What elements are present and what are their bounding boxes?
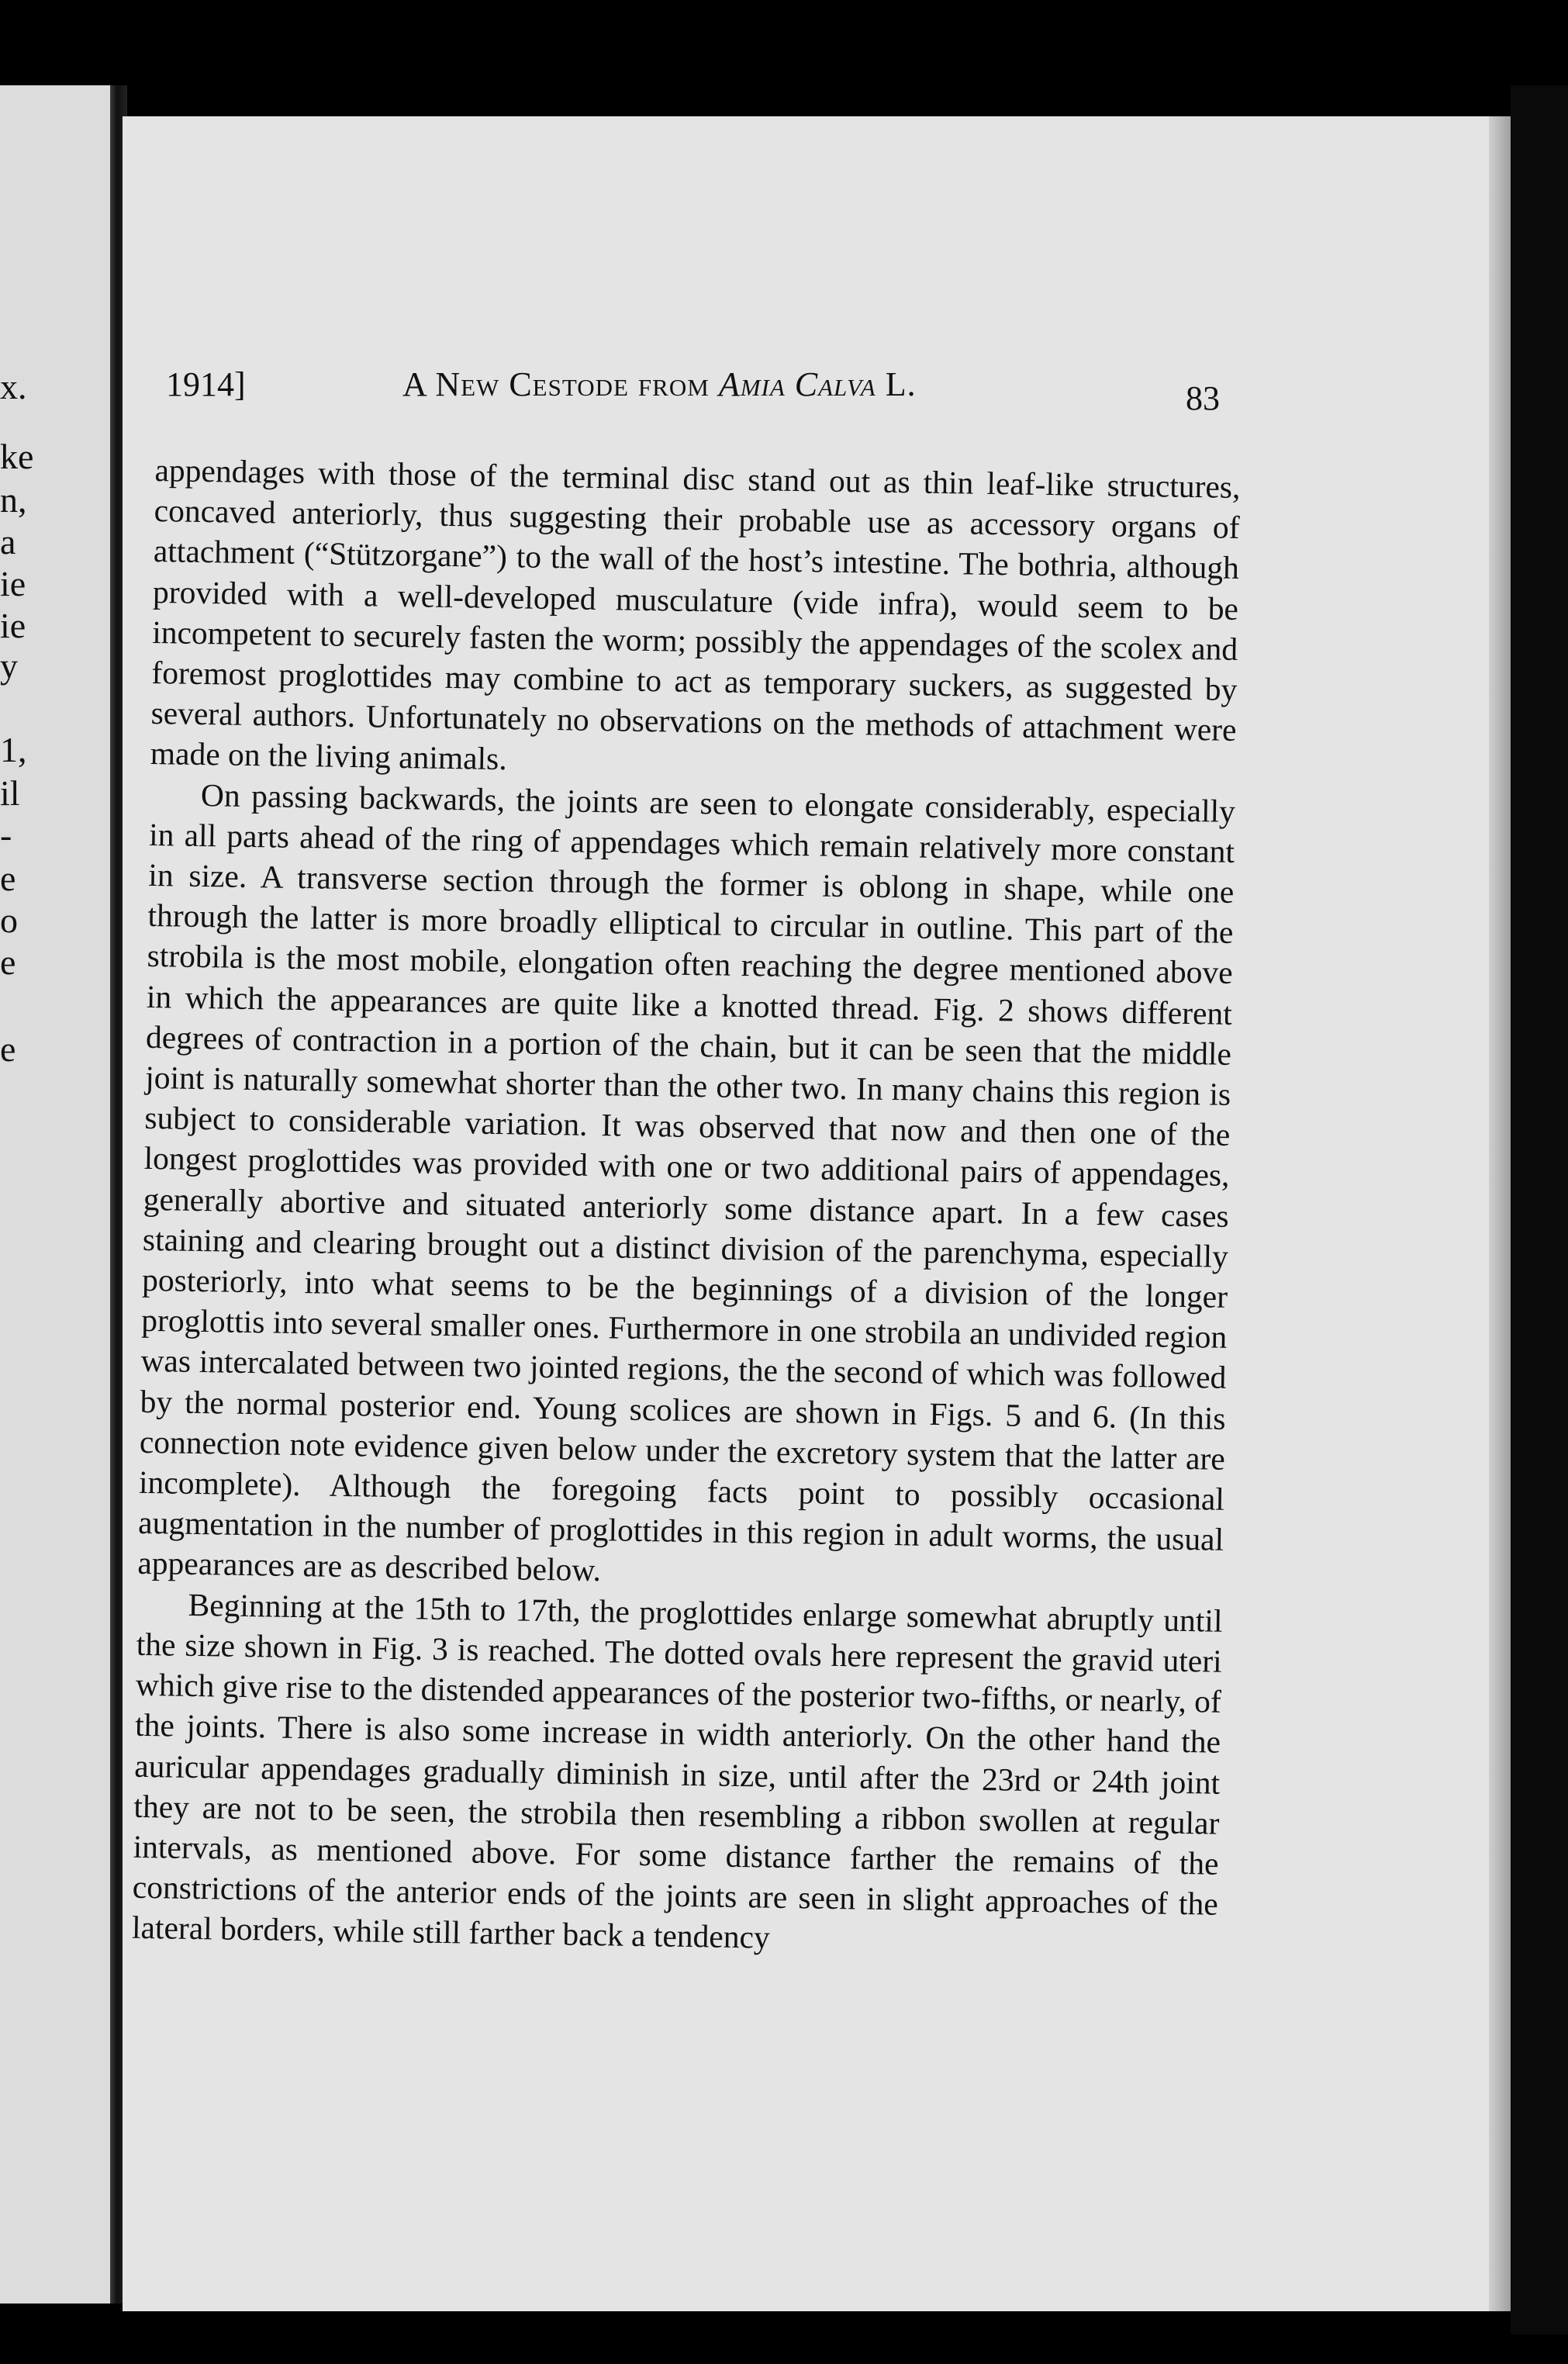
edge-fragment: - [0,815,12,855]
edge-fragment: n, [0,480,27,520]
edge-fragment: y [0,646,18,686]
body-text [132,450,1241,1965]
page-number: 83 [1186,379,1220,417]
edge-fragment: 1, [0,730,27,769]
edge-fragment: e [0,1029,16,1069]
edge-fragment: a [0,522,16,562]
edge-fragment: il [0,773,20,813]
edge-fragment: e [0,859,16,898]
header-title-suffix: L. [876,365,917,403]
paragraph: On passing backwards, the joints are seen to elongate considerably, especially in all parts ahead of the ring of appendages which remain relatively more constant in size. A transverse section through the former is oblong in shape, while one through the latter is more broadly elliptical to circular in outline. This part of the strobila is the most mobile, elongation often reaching the degree mentioned above in which the appearances are quite like a knotted thread. Fig. 2 shows different degrees of contraction in a portion of the chain, but it can be seen that the middle joint is naturally somewhat shorter than the other two. In many chains this region is subject to considerable variation. It was observed that now and then one of the longest proglottides was provided with one or two additional pairs of appendages, generally abortive and situated anteriorly some distance apart. In a few cases staining and clearing brought out a distinct division of the parenchyma, especially posteriorly, into what seems to be the beginnings of a division of the longer proglottis into several smaller ones. Furthermore in one strobila an undivided region was intercalated between two jointed regions, the the second of which was followed by the normal posterior end. Young scolices are shown in Figs. 5 and 6. (In this connection note evidence given below under the excretory system that the latter are incomplete). Although the foregoing facts point to possibly occasional augmentation in the number of proglottides in this region in adult worms, the usual appearances are as described below. [137,776,1236,1588]
edge-fragment: x. [0,367,27,406]
header-title-species: Amia Calva [718,365,876,403]
page-right-edge [1489,116,1512,2311]
facing-page-edge [0,85,116,2304]
edge-fragment: ke [0,437,34,476]
paragraph: appendages with those of the terminal disc stand out as thin leaf-like structures, concaved anteriorly, thus suggesting their probable use as accessory organs of attachment (“Stützorgane”) to the wall of the host’s intestine. The bothria, although provided with a well-developed musculature (vide infra), would seem to be incompetent to securely fasten the worm; possibly the appendages of the scolex and foremost proglottides may combine to act as temporary suckers, as suggested by several authors. Unfortunately no observations on the methods of attachment were made on the living animals. [150,451,1241,777]
edge-fragment: ie [0,606,26,645]
edge-fragment: o [0,900,18,940]
edge-fragment: ie [0,564,26,603]
running-header [166,357,1236,419]
header-title [402,365,917,404]
paragraph: Beginning at the 15th to 17th, the proglottides enlarge somewhat abruptly until the size shown in Fig. 3 is reached. The dotted ovals here represent the gravid uteri which give rise to the distended appearances of the posterior two-fifths, or nearly, of the joints. There is also some increase in width anteriorly. On the other hand the auricular appendages gradually diminish in size, until after the 23rd or 24th joint they are not to be seen, the strobila then resembling a ribbon swollen at regular intervals, as mentioned above. For some distance farther the remains of the constrictions of the anterior ends of the joints are seen in slight approaches of the lateral borders, while still farther back a tendency [131,1586,1223,1955]
scan-background-right [1511,85,1568,2335]
header-year: 1914] [166,365,246,403]
header-title-prefix: A New Cestode from [402,365,719,403]
edge-fragment: e [0,942,16,982]
